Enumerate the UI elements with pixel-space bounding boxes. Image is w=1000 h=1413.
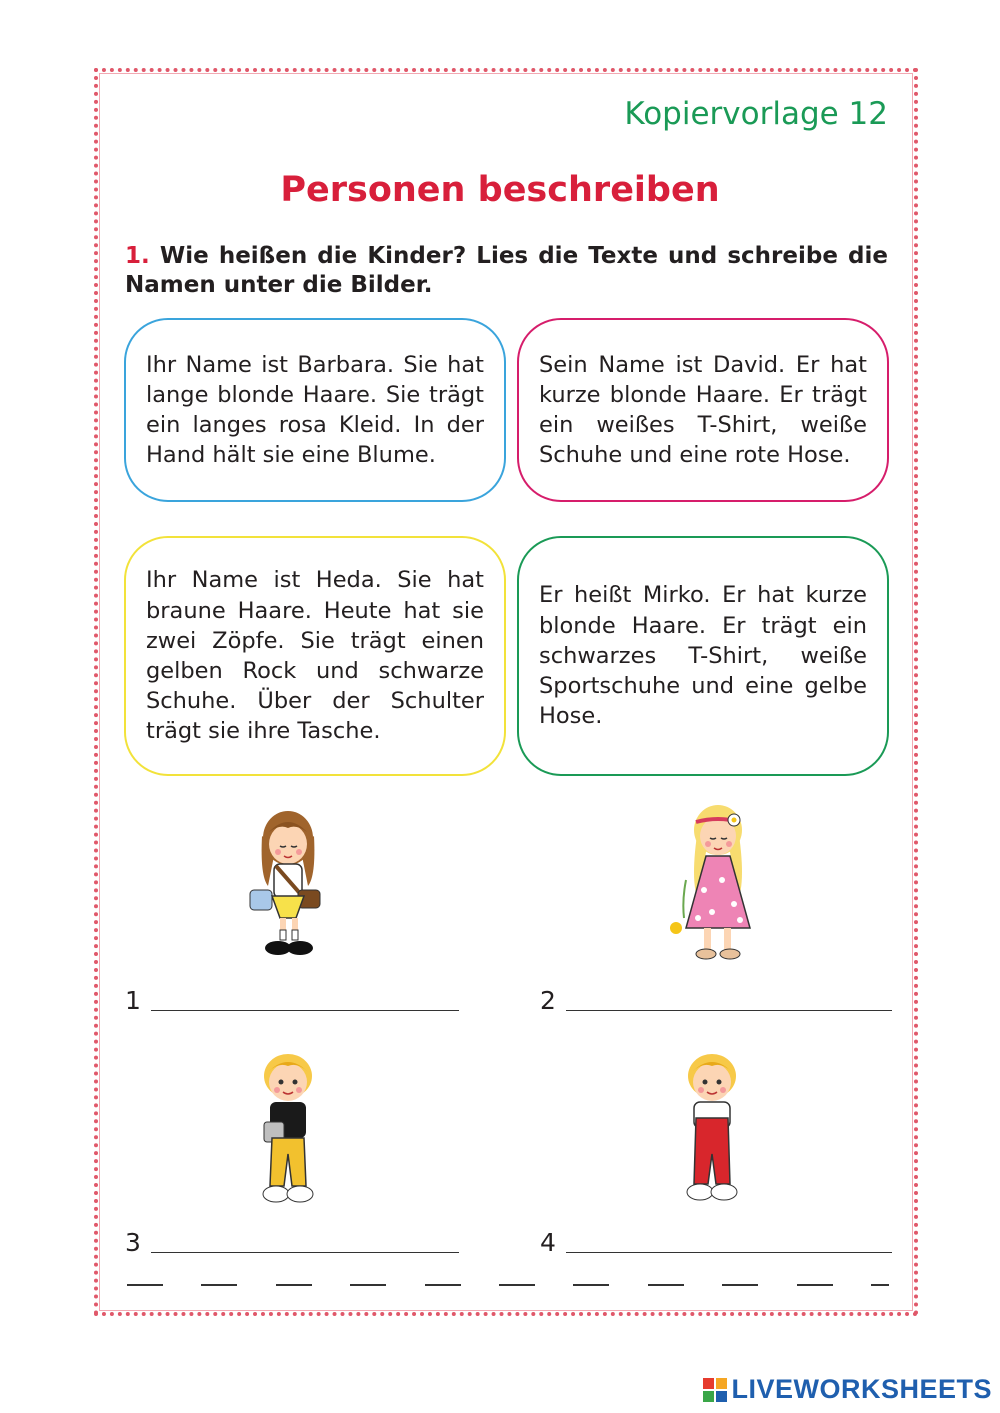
task-number: 1. xyxy=(125,243,150,269)
answer-field-4[interactable] xyxy=(540,1228,892,1257)
girl-pink-dress-illustration xyxy=(664,800,768,966)
description-heda xyxy=(124,536,506,776)
blank-dash xyxy=(127,1284,163,1286)
blank-dashes-row xyxy=(127,1284,889,1286)
blank-dash xyxy=(797,1284,833,1286)
blank-dash xyxy=(425,1284,461,1286)
description-barbara xyxy=(124,318,506,502)
task-text: Wie heißen die Kinder? Lies die Texte und schreibe die Namen unter die Bilder. xyxy=(125,243,888,298)
answer-field-3[interactable] xyxy=(125,1228,459,1257)
blank-dash xyxy=(201,1284,237,1286)
blank-dash xyxy=(499,1284,535,1286)
answer-line[interactable] xyxy=(151,1251,459,1253)
blank-dash xyxy=(648,1284,684,1286)
blank-dash xyxy=(350,1284,386,1286)
answer-number: 1 xyxy=(125,986,141,1015)
task-instruction xyxy=(125,242,888,300)
description-mirko xyxy=(517,536,889,776)
blank-dash xyxy=(722,1284,758,1286)
boy-red-pants-illustration xyxy=(670,1046,754,1212)
boy-yellow-pants-illustration xyxy=(246,1046,330,1212)
answer-line[interactable] xyxy=(566,1009,892,1011)
answer-number: 2 xyxy=(540,986,556,1015)
blank-dash xyxy=(573,1284,609,1286)
blank-dash xyxy=(871,1284,889,1286)
brand-text: LIVEWORKSHEETS xyxy=(731,1374,992,1404)
answer-field-1[interactable] xyxy=(125,986,459,1015)
answer-line[interactable] xyxy=(566,1251,892,1253)
liveworksheets-icon xyxy=(703,1378,727,1402)
girl-braids-illustration xyxy=(246,806,330,962)
description-text: Ihr Name ist Barbara. Sie hat lange blonde Haare. Sie trägt ein langes rosa Kleid. In der Hand hält sie eine Blume. xyxy=(146,351,484,469)
page-title: Personen beschreiben xyxy=(280,170,720,210)
answer-number: 4 xyxy=(540,1228,556,1257)
description-text: Sein Name ist David. Er hat kurze blonde Haare. Er trägt ein weißes T-Shirt, weiße Schuhe und eine rote Hose. xyxy=(539,351,867,469)
description-text: Er heißt Mirko. Er hat kurze blonde Haare. Er trägt ein schwarzes T-Shirt, weiße Sportschuhe und eine gelbe Hose. xyxy=(539,582,867,730)
description-david xyxy=(517,318,889,502)
answer-line[interactable] xyxy=(151,1009,459,1011)
blank-dash xyxy=(276,1284,312,1286)
kopiervorlage-label: Kopiervorlage 12 xyxy=(624,96,888,132)
answer-field-2[interactable] xyxy=(540,986,892,1015)
description-text: Ihr Name ist Heda. Sie hat braune Haare. Heute hat sie zwei Zöpfe. Sie trägt einen gelben Rock und schwarze Schuhe. Über der Schulter trägt sie ihre Tasche. xyxy=(146,567,484,745)
liveworksheets-logo xyxy=(703,1374,992,1405)
answer-number: 3 xyxy=(125,1228,141,1257)
